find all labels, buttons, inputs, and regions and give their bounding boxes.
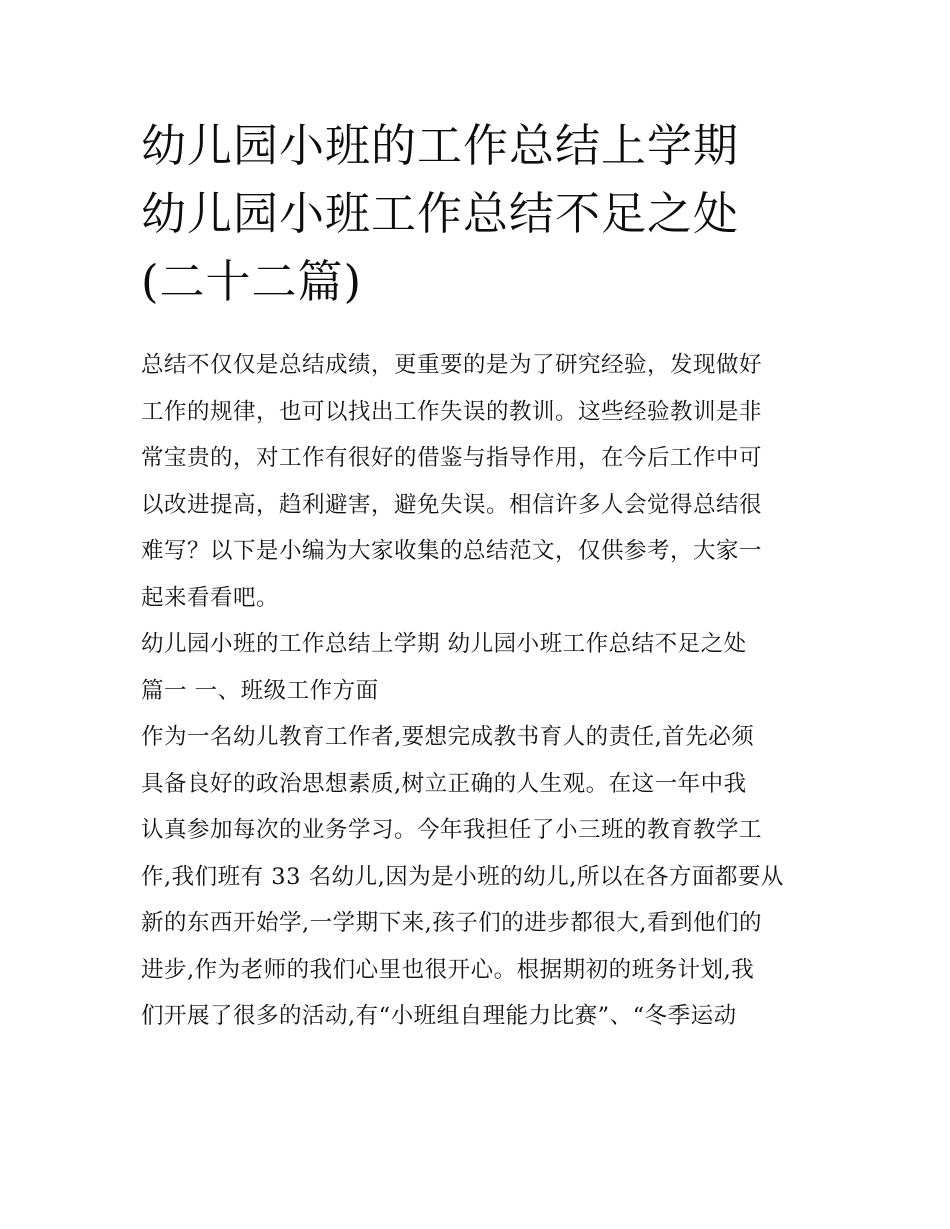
text-line: 幼儿园小班的工作总结上学期 幼儿园小班工作总结不足之处 [141,631,747,657]
text-line: 常宝贵的，对工作有很好的借鉴与指导作用，在今后工作中可 [141,445,763,471]
text-line: 总结不仅仅是总结成绩，更重要的是为了研究经验，发现做好 [141,352,763,378]
text-line: 作,我们班有 33 名幼儿,因为是小班的幼儿,所以在各方面都要从 [141,863,784,890]
intro-paragraph [141,342,812,621]
text-line: 新的东西开始学,一学期下来,孩子们的进步都很大,看到他们的 [141,910,762,936]
text-line: 具备良好的政治思想素质,树立正确的人生观。在这一年中我 [141,770,747,797]
title-line: 幼儿园小班的工作总结上学期 [141,119,740,172]
title-line: (二十二篇) [141,255,363,308]
text-line: 认真参加每次的业务学习。今年我担任了小三班的教育教学工 [141,817,763,843]
text-line: 难写？以下是小编为大家收集的总结范文，仅供参考，大家一 [141,538,763,564]
body-paragraph [141,714,812,1040]
section-subheading [141,621,812,714]
text-line: 工作的规律，也可以找出工作失误的教训。这些经验教训是非 [141,398,763,425]
text-line: 作为一名幼儿教育工作者,要想完成教书育人的责任,首先必须 [141,724,755,750]
text-line: 起来看看吧。 [141,584,280,611]
text-line: 们开展了很多的活动,有“小班组自理能力比赛”、“冬季运动 [141,1003,737,1029]
text-line: 进步,作为老师的我们心里也很开心。根据期初的班务计划,我 [141,956,755,983]
document-title [141,112,812,316]
document-body [141,342,812,1040]
text-line: 以改进提高，趋利避害，避免失误。相信许多人会觉得总结很 [141,491,763,518]
title-line: 幼儿园小班工作总结不足之处 [141,187,740,240]
text-line: 篇一 一、班级工作方面 [141,677,379,704]
